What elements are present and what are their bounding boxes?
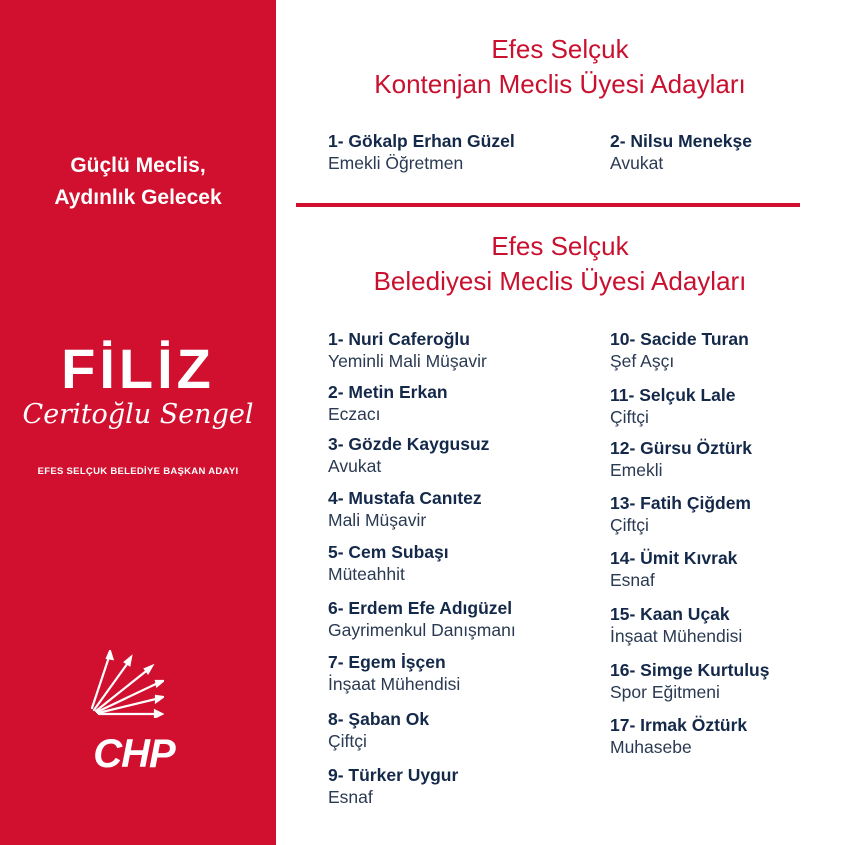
candidate-name: 7- Egem İşçen [328,652,446,672]
candidate-name: 17- Irmak Öztürk [610,715,748,735]
left-panel [0,0,276,845]
candidate-job: Şef Aşçı [610,351,675,371]
municipal-candidate [610,328,749,372]
candidate-job: Çiftçi [328,731,367,751]
candidate-name: 1- Gökalp Erhan Güzel [328,131,515,151]
candidate-subtitle: EFES SELÇUK BELEDİYE BAŞKAN ADAYI [37,466,239,477]
candidate-name: 9- Türker Uygur [328,765,459,785]
candidate-name: 4- Mustafa Canıtez [328,488,482,508]
municipal-candidate [328,381,448,425]
candidate-name: 13- Fatih Çiğdem [610,493,751,513]
municipal-candidate [610,714,747,758]
quota-title-line-2: Kontenjan Meclis Üyesi Adayları [374,69,746,99]
municipal-candidate [328,433,489,477]
municipal-candidate [328,708,429,752]
candidate-job: Avukat [328,456,382,476]
candidate-job: Mali Müşavir [328,510,427,530]
municipal-candidate [328,597,516,641]
candidate-job: İnşaat Mühendisi [610,626,743,646]
candidate-job: Çiftçi [610,407,649,427]
candidate-name: 15- Kaan Uçak [610,604,730,624]
candidate-name: 10- Sacide Turan [610,329,749,349]
candidate-name: 2- Metin Erkan [328,382,448,402]
quota-title-line-1: Efes Selçuk [491,34,629,64]
candidate-name: 6- Erdem Efe Adıgüzel [328,598,513,618]
candidate-name: 12- Gürsu Öztürk [610,438,752,458]
municipal-candidate [328,541,449,585]
municipal-title-line-2: Belediyesi Meclis Üyesi Adayları [373,266,747,296]
candidate-name: 3- Gözde Kaygusuz [328,434,490,454]
candidate-name: 14- Ümit Kıvrak [610,548,738,568]
slogan [0,150,276,214]
candidate-first-name: FİLİZ [61,337,215,400]
candidate-job: Müteahhit [328,564,405,584]
municipal-candidate [610,547,737,591]
candidate-job: Gayrimenkul Danışmanı [328,620,516,640]
candidate-job: İnşaat Mühendisi [328,674,461,694]
candidate-name: 5- Cem Subaşı [328,542,449,562]
municipal-candidate [610,492,751,536]
municipal-candidate [328,487,482,531]
candidate-name: 8- Şaban Ok [328,709,430,729]
candidate-job: Spor Eğitmeni [610,682,720,702]
candidate-name: 2- Nilsu Menekşe [610,131,752,151]
quota-candidate [328,130,515,174]
candidate-job: Yeminli Mali Müşavir [328,351,487,371]
municipal-candidate [610,437,752,481]
municipal-title-line-1: Efes Selçuk [491,231,629,261]
municipal-candidate [328,764,458,808]
municipal-candidate [610,659,769,703]
candidate-name: 11- Selçuk Lale [610,385,736,405]
municipal-section-title [300,229,820,299]
municipal-candidate [328,651,460,695]
candidate-surname: Ceritoğlu Sengel [22,399,254,430]
candidate-job: Esnaf [610,570,655,590]
section-divider [296,203,800,207]
candidate-job: Emekli Öğretmen [328,153,464,173]
six-arrows-icon [84,650,164,718]
quota-section-title [300,32,820,102]
slogan-line-2: Aydınlık Gelecek [54,186,222,209]
slogan-line-1: Güçlü Meclis, [70,154,206,177]
candidate-job: Emekli [610,460,663,480]
candidate-name: 1- Nuri Caferoğlu [328,329,470,349]
municipal-candidate [610,603,742,647]
candidate-job: Avukat [610,153,664,173]
candidate-job: Esnaf [328,787,373,807]
quota-candidate [610,130,752,174]
candidate-job: Çiftçi [610,515,649,535]
municipal-candidate [610,384,736,428]
party-name: CHP [93,732,175,776]
candidate-name: 16- Simge Kurtuluş [610,660,770,680]
municipal-candidate [328,328,487,372]
candidate-job: Muhasebe [610,737,692,757]
candidate-job: Eczacı [328,404,381,424]
